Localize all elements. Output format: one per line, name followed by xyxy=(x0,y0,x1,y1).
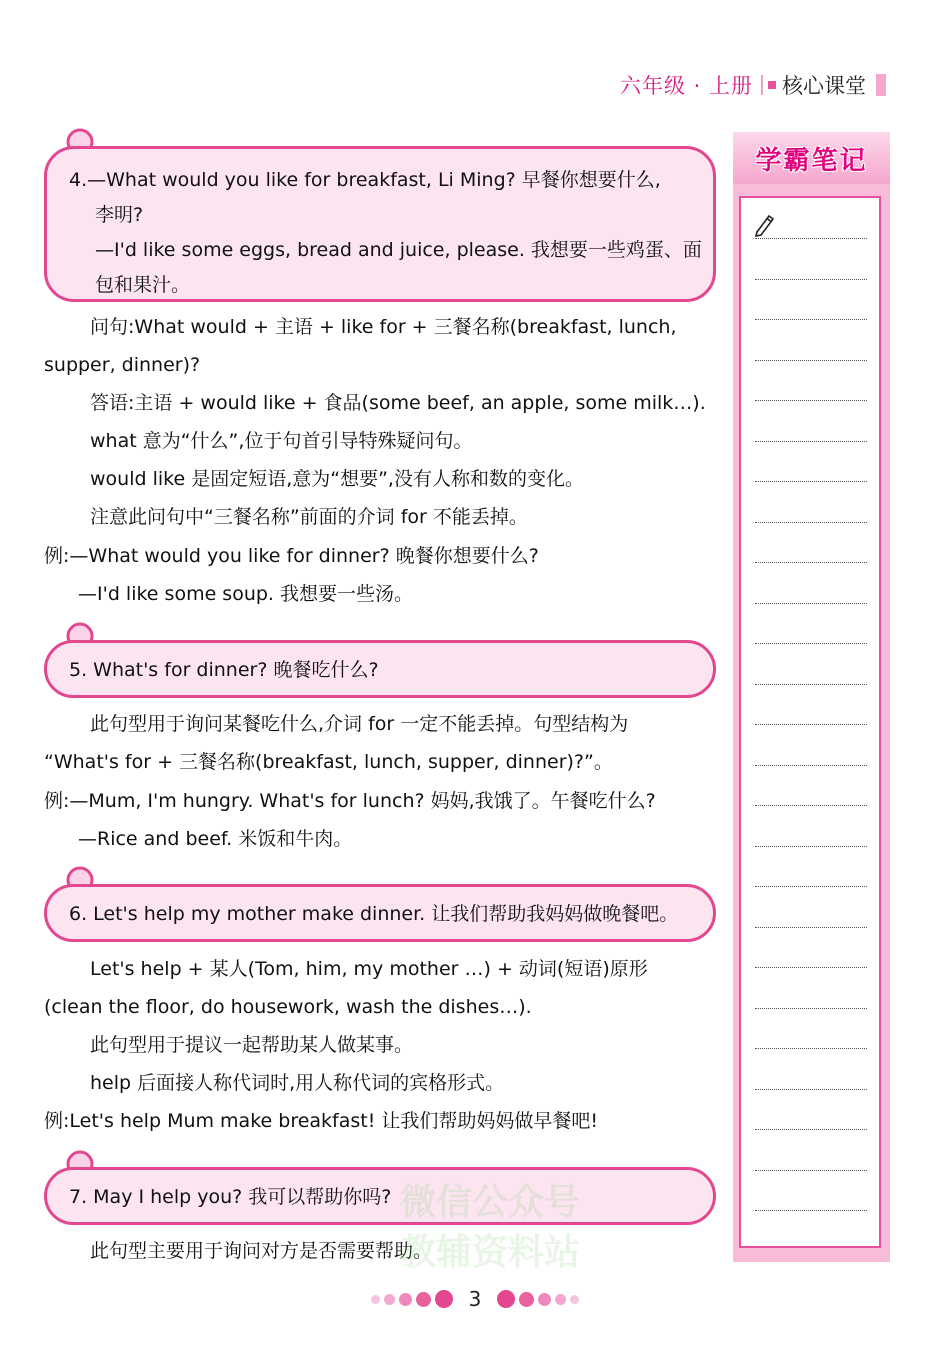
notes-line xyxy=(755,1129,867,1130)
footer-dot-icon xyxy=(416,1292,431,1307)
watermark-line: 微信公众号 xyxy=(399,1182,580,1223)
notes-line xyxy=(755,400,867,401)
pencil-icon xyxy=(753,212,777,238)
paragraph: “What's for + 三餐名称(breakfast, lunch, supper, dinner)?”。 xyxy=(44,751,613,773)
notes-title: 学霸笔记 xyxy=(755,145,868,176)
paragraph: (clean the floor, do housework, wash the dishes…). xyxy=(44,996,532,1018)
paragraph: 答语:主语 + would like + 食品(some beef, an apple, some milk…). xyxy=(90,392,706,414)
paragraph: 问句:What would + 主语 + like for + 三餐名称(breakfast, lunch, xyxy=(90,316,677,338)
section-5-line: 5. What's for dinner? 晚餐吃什么? xyxy=(69,659,379,681)
notes-line xyxy=(755,643,867,644)
header-square-icon xyxy=(768,81,776,89)
footer-dot-icon xyxy=(384,1294,395,1305)
paragraph: 注意此问句中“三餐名称”前面的介词 for 不能丢掉。 xyxy=(90,506,528,528)
paragraph: 此句型用于询问某餐吃什么,介词 for 一定不能丢掉。句型结构为 xyxy=(90,713,629,735)
footer-dot-icon xyxy=(497,1290,515,1308)
header-bar-icon xyxy=(876,74,886,96)
paragraph: what 意为“什么”,位于句首引导特殊疑问句。 xyxy=(90,430,473,452)
notes-line xyxy=(755,765,867,766)
header-divider xyxy=(761,75,763,95)
paragraph: supper, dinner)? xyxy=(44,354,201,376)
notes-line xyxy=(755,846,867,847)
header-course: 核心课堂 xyxy=(782,74,866,98)
example-line: 例:—What would you like for dinner? 晚餐你想要什么? xyxy=(44,545,539,567)
notes-title-bar xyxy=(733,132,890,184)
notes-line xyxy=(755,441,867,442)
notes-line xyxy=(755,1089,867,1090)
section-6-line: 6. Let's help my mother make dinner. 让我们帮助我妈妈做晚餐吧。 xyxy=(69,903,679,925)
footer-dot-icon xyxy=(399,1293,412,1306)
notes-line xyxy=(755,967,867,968)
section-4-line: 包和果汁。 xyxy=(95,274,191,296)
notes-line xyxy=(755,1170,867,1171)
notes-line xyxy=(755,886,867,887)
notes-line xyxy=(755,1008,867,1009)
example-line: 例:—Mum, I'm hungry. What's for lunch? 妈妈,我饿了。午餐吃什么? xyxy=(44,790,656,812)
paragraph: Let's help + 某人(Tom, him, my mother …) + 动词(短语)原形 xyxy=(90,958,648,980)
footer-dot-icon xyxy=(371,1295,380,1304)
notes-line xyxy=(755,805,867,806)
section-6-box xyxy=(44,884,716,942)
paragraph: 此句型主要用于询问对方是否需要帮助。 xyxy=(90,1240,433,1262)
example-line: 例:Let's help Mum make breakfast! 让我们帮助妈妈做早餐吧! xyxy=(44,1110,598,1132)
watermark xyxy=(360,1178,620,1278)
section-5-box xyxy=(44,640,716,698)
section-7-line: 7. May I help you? 我可以帮助你吗? xyxy=(69,1186,392,1208)
paragraph: would like 是固定短语,意为“想要”,没有人称和数的变化。 xyxy=(90,468,584,490)
notes-line xyxy=(755,481,867,482)
section-4-line: —I'd like some eggs, bread and juice, please. 我想要一些鸡蛋、面 xyxy=(95,239,702,261)
header-grade: 六年级 · 上册 xyxy=(619,74,753,98)
footer-dot-icon xyxy=(570,1295,579,1304)
page-header xyxy=(620,70,886,100)
page-footer xyxy=(0,1284,950,1314)
section-4-box xyxy=(44,146,716,302)
footer-dot-icon xyxy=(555,1294,566,1305)
example-line: —I'd like some soup. 我想要一些汤。 xyxy=(78,583,414,605)
notes-line xyxy=(755,522,867,523)
section-4-line: 李明? xyxy=(95,204,144,226)
section-4-line: 4.—What would you like for breakfast, Li Ming? 早餐你想要什么, xyxy=(69,169,661,191)
notes-line xyxy=(755,360,867,361)
notes-line xyxy=(755,724,867,725)
paragraph: 此句型用于提议一起帮助某人做某事。 xyxy=(90,1034,414,1056)
footer-dot-icon xyxy=(435,1290,453,1308)
notes-line xyxy=(755,562,867,563)
notes-line xyxy=(755,319,867,320)
notes-line xyxy=(755,1048,867,1049)
notes-panel xyxy=(733,132,890,1262)
notes-line xyxy=(755,927,867,928)
notes-writing-area xyxy=(739,196,881,1248)
example-line: —Rice and beef. 米饭和牛肉。 xyxy=(78,828,353,850)
footer-dot-icon xyxy=(538,1293,551,1306)
footer-dot-icon xyxy=(519,1292,534,1307)
paragraph: help 后面接人称代词时,用人称代词的宾格形式。 xyxy=(90,1072,505,1094)
notes-line xyxy=(755,603,867,604)
notes-line xyxy=(755,684,867,685)
page-number: 3 xyxy=(468,1287,482,1311)
notes-line xyxy=(755,279,867,280)
notes-line xyxy=(755,238,867,239)
notes-line xyxy=(755,1210,867,1211)
watermark-line: 教辅资料站 xyxy=(399,1232,580,1273)
